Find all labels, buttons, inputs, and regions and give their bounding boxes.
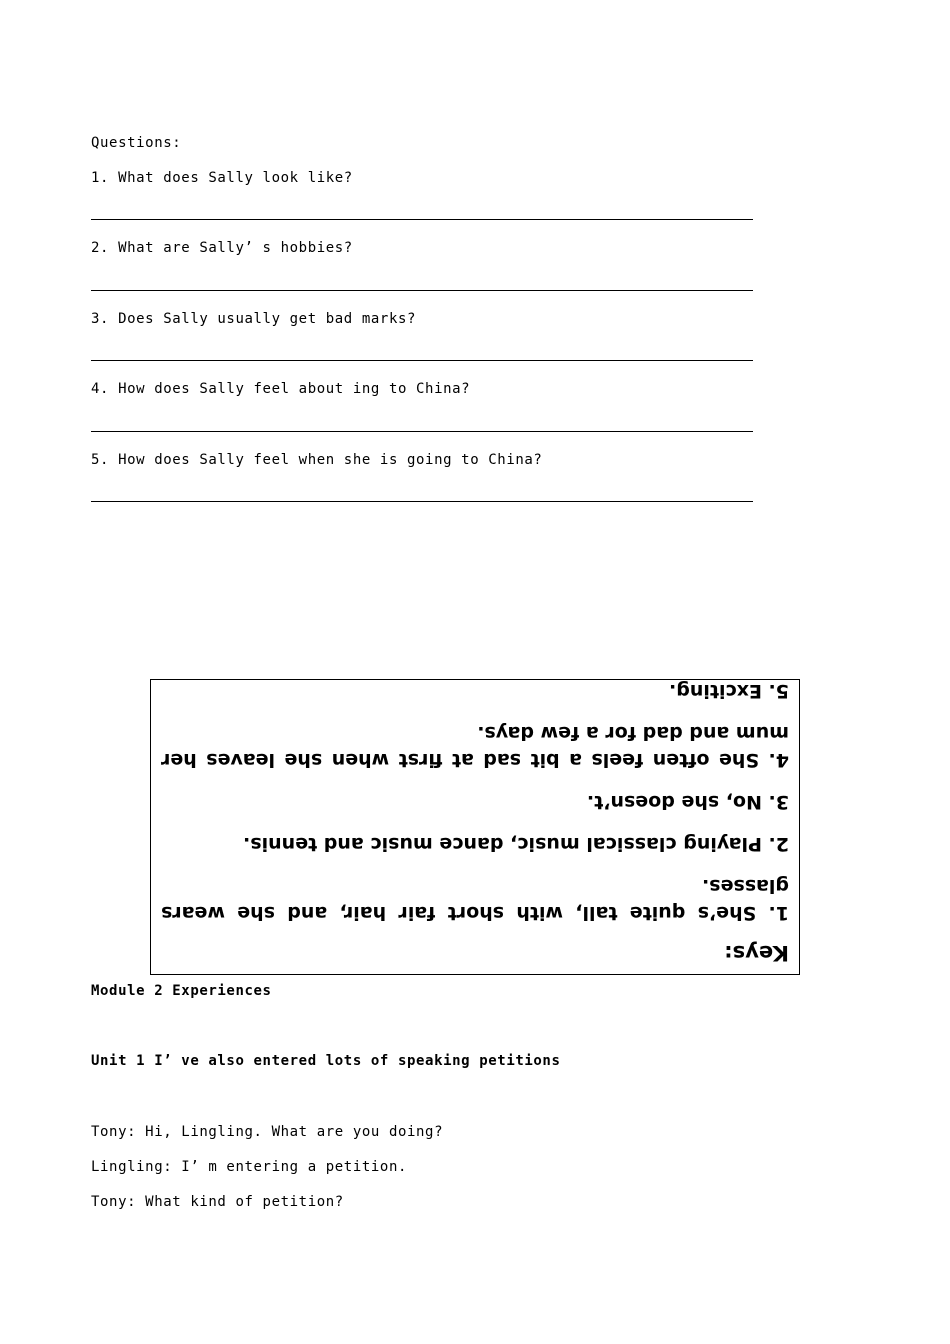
dialogue-line-2: Lingling: I’ m entering a petition. xyxy=(91,1159,408,1175)
question-3: 3. Does Sally usually get bad marks? xyxy=(91,311,417,327)
keys-title: Keys: xyxy=(724,941,789,965)
answer-line-4 xyxy=(91,431,753,432)
question-5: 5. How does Sally feel when she is going to China? xyxy=(91,452,543,468)
key-4-line-2: mum and dad for a few days. xyxy=(477,722,789,744)
answer-line-3 xyxy=(91,360,753,361)
questions-heading: Questions: xyxy=(91,135,182,151)
question-2: 2. What are Sally’ s hobbies? xyxy=(91,240,353,256)
key-1-line-2: glasses. xyxy=(702,875,789,897)
answer-line-1 xyxy=(91,219,753,220)
answer-line-5 xyxy=(91,501,753,502)
key-4-line-1: 4. She often feels a bit sad at first when she leaves her xyxy=(161,749,789,771)
dialogue-line-3: Tony: What kind of petition? xyxy=(91,1194,344,1210)
question-4: 4. How does Sally feel about ing to China? xyxy=(91,381,471,397)
dialogue-line-1: Tony: Hi, Lingling. What are you doing? xyxy=(91,1124,444,1140)
key-2: 2. Playing classical music, dance music and tennis. xyxy=(243,833,789,855)
question-1: 1. What does Sally look like? xyxy=(91,170,353,186)
key-5: 5. Exciting. xyxy=(668,680,789,702)
answer-keys-box xyxy=(150,679,800,975)
unit-title: Unit 1 I’ ve also entered lots of speaking petitions xyxy=(91,1053,561,1069)
answer-line-2 xyxy=(91,290,753,291)
key-1 xyxy=(161,872,789,926)
answer-keys-upside-down xyxy=(151,680,799,974)
key-3: 3. No, she doesn’t. xyxy=(586,791,789,813)
key-1-line-1: 1. She’s quite tall, with short fair hair, and she wears xyxy=(161,902,789,924)
module-title: Module 2 Experiences xyxy=(91,983,272,999)
key-4 xyxy=(161,719,789,773)
